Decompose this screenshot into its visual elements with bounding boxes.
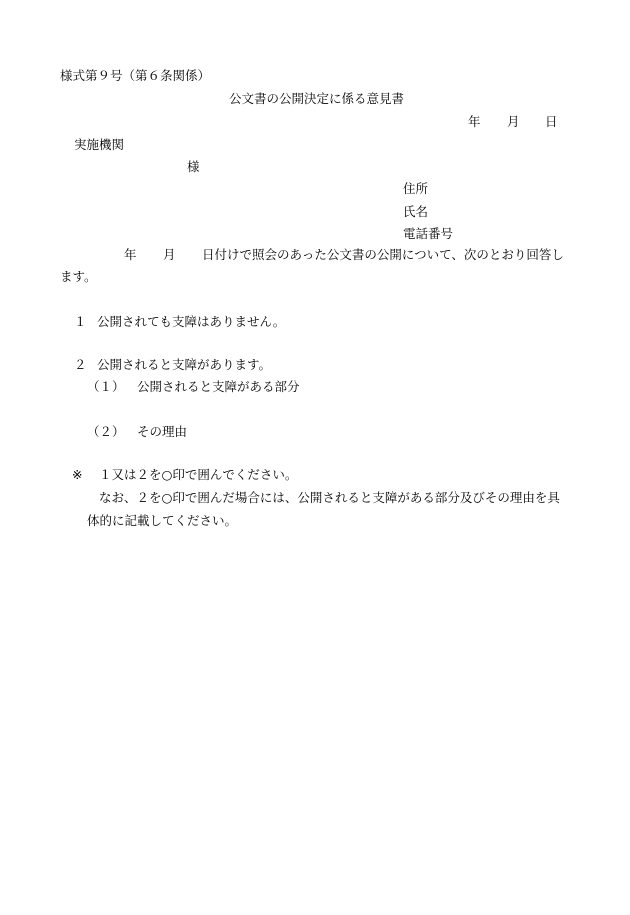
note-line-3: 体的に記載してください。 bbox=[87, 513, 238, 528]
sender-phone-label: 電話番号 bbox=[403, 226, 454, 241]
intro-text-line1: 日付けで照会のあった公文書の公開について、次のとおり回答し bbox=[202, 247, 564, 262]
intro-month-label: 月 bbox=[163, 247, 176, 262]
note-mark: ※ bbox=[72, 467, 83, 482]
document-title: 公文書の公開決定に係る意見書 bbox=[229, 91, 405, 106]
option-2-sub-1-number: （１） bbox=[87, 379, 125, 394]
option-2-text: 公開されると支障があります。 bbox=[97, 357, 272, 372]
sender-name-label: 氏名 bbox=[403, 204, 429, 219]
option-2-number: ２ bbox=[74, 357, 87, 372]
option-1-number: １ bbox=[74, 314, 87, 329]
option-2-sub-2-number: （２） bbox=[87, 424, 125, 439]
date-month-label: 月 bbox=[507, 114, 520, 129]
sender-address-label: 住所 bbox=[403, 181, 429, 196]
note-line-2: なお、２を○印で囲んだ場合には、公開されると支障がある部分及びその理由を具 bbox=[99, 490, 560, 505]
intro-year-label: 年 bbox=[124, 247, 137, 262]
note-line-1: １又は２を○印で囲んでください。 bbox=[99, 467, 298, 482]
option-2-sub-1-text: 公開されると支障がある部分 bbox=[137, 379, 300, 394]
date-day-label: 日 bbox=[545, 114, 558, 129]
recipient-honorific: 様 bbox=[187, 159, 200, 174]
intro-text-line2: ます。 bbox=[60, 269, 97, 284]
date-year-label: 年 bbox=[468, 114, 481, 129]
option-2-sub-2-text: その理由 bbox=[137, 424, 188, 439]
recipient-agency: 実施機関 bbox=[74, 137, 125, 152]
form-number: 様式第９号（第６条関係） bbox=[60, 68, 211, 83]
option-1-text: 公開されても支障はありません。 bbox=[97, 314, 286, 329]
